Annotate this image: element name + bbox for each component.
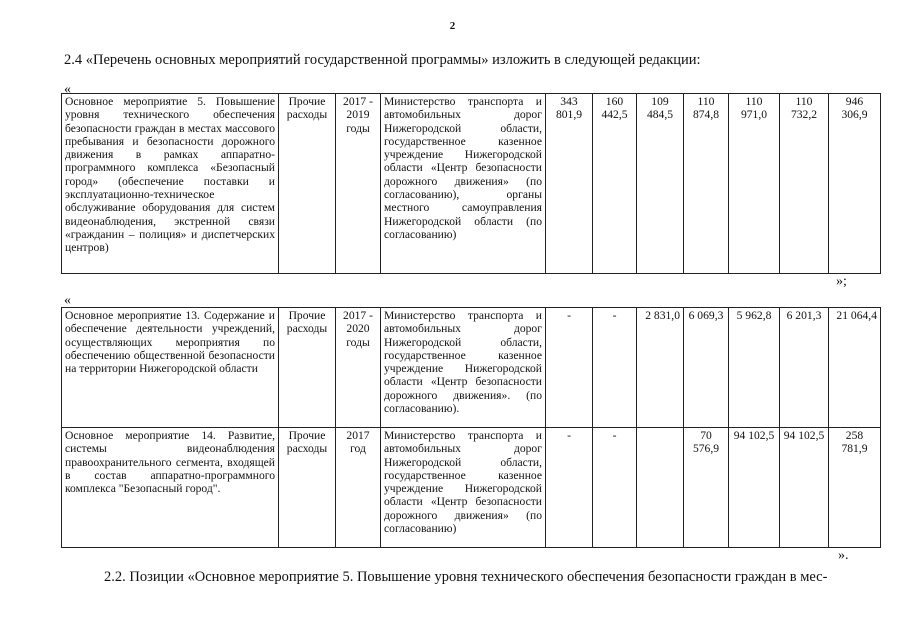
open-quote: « [64,82,71,97]
expense-category: Прочие расходы [279,428,336,548]
table-row [62,308,881,428]
page-number: 2 [449,20,456,32]
value-cell [637,428,684,548]
value-cell: 110 732,2 [780,94,829,274]
close-quote: ». [838,548,849,563]
value-cell: 70 576,9 [684,428,729,548]
expense-category: Прочие расходы [279,94,336,274]
close-quote: »; [836,274,847,289]
value-cell: 2 831,0 [637,308,684,428]
value-cell: 109 484,5 [637,94,684,274]
value-cell: 343 801,9 [546,94,593,274]
executor: Министерство транспорта и автомобильных дорог Нижегородской области, государственное казенное учреждение Нижегородской области «Центр безопасности дорожного движения». (по согласованию). [381,308,546,428]
outro-paragraph: 2.2. Позиции «Основное мероприятие 5. Повышение уровня технического обеспечения безопасности граждан в мес- [104,569,828,585]
executor: Министерство транспорта и автомобильных дорог Нижегородской области, государственное казенное учреждение Нижегородской области «Центр безопасности дорожного движения» (по согласованию), органы местного самоуправления Нижегородской области (по согласованию) [381,94,546,274]
table-row [62,94,881,274]
intro-paragraph: 2.4 «Перечень основных мероприятий государственной программы» изложить в следующей редакции: [64,52,701,68]
value-cell: 5 962,8 [729,308,780,428]
total-cell: 21 064,4 [829,308,881,428]
total-cell: 946 306,9 [829,94,881,274]
measures-table-1 [61,93,881,274]
table-row [62,428,881,548]
executor: Министерство транспорта и автомобильных дорог Нижегородской области, государственное казенное учреждение Нижегородской области «Центр безопасности дорожного движения» (по согласованию) [381,428,546,548]
value-cell: - [546,308,593,428]
value-cell: - [593,428,637,548]
value-cell: 6 069,3 [684,308,729,428]
value-cell: 160 442,5 [593,94,637,274]
value-cell: 94 102,5 [729,428,780,548]
measure-name: Основное мероприятие 13. Содержание и обеспечение деятельности учреждений, осуществляющих мероприятия по обеспечению общественной безопасности на территории Нижегородской области [62,308,279,428]
measure-name: Основное мероприятие 14. Развитие, системы видеонаблюдения правоохранительного сегмента, входящей в состав аппаратно-программного комплекса "Безопасный город". [62,428,279,548]
measures-table-2 [61,307,881,548]
total-cell: 258 781,9 [829,428,881,548]
open-quote: « [64,293,71,308]
period: 2017 год [336,428,381,548]
value-cell: - [546,428,593,548]
value-cell: 6 201,3 [780,308,829,428]
period: 2017 - 2019 годы [336,94,381,274]
expense-category: Прочие расходы [279,308,336,428]
value-cell: - [593,308,637,428]
value-cell: 110 971,0 [729,94,780,274]
value-cell: 94 102,5 [780,428,829,548]
measure-name: Основное мероприятие 5. Повышение уровня технического обеспечения безопасности граждан в местах массового пребывания и безопасности дорожного движения в рамках аппаратно-программного комплекса «Безопасный город» (обеспечение поставки и эксплуатационно-техническое обслуживание оборудования для систем видеонаблюдения, экстренной связи «гражданин – полиция» и диспетчерских центров) [62,94,279,274]
value-cell: 110 874,8 [684,94,729,274]
period: 2017 - 2020 годы [336,308,381,428]
